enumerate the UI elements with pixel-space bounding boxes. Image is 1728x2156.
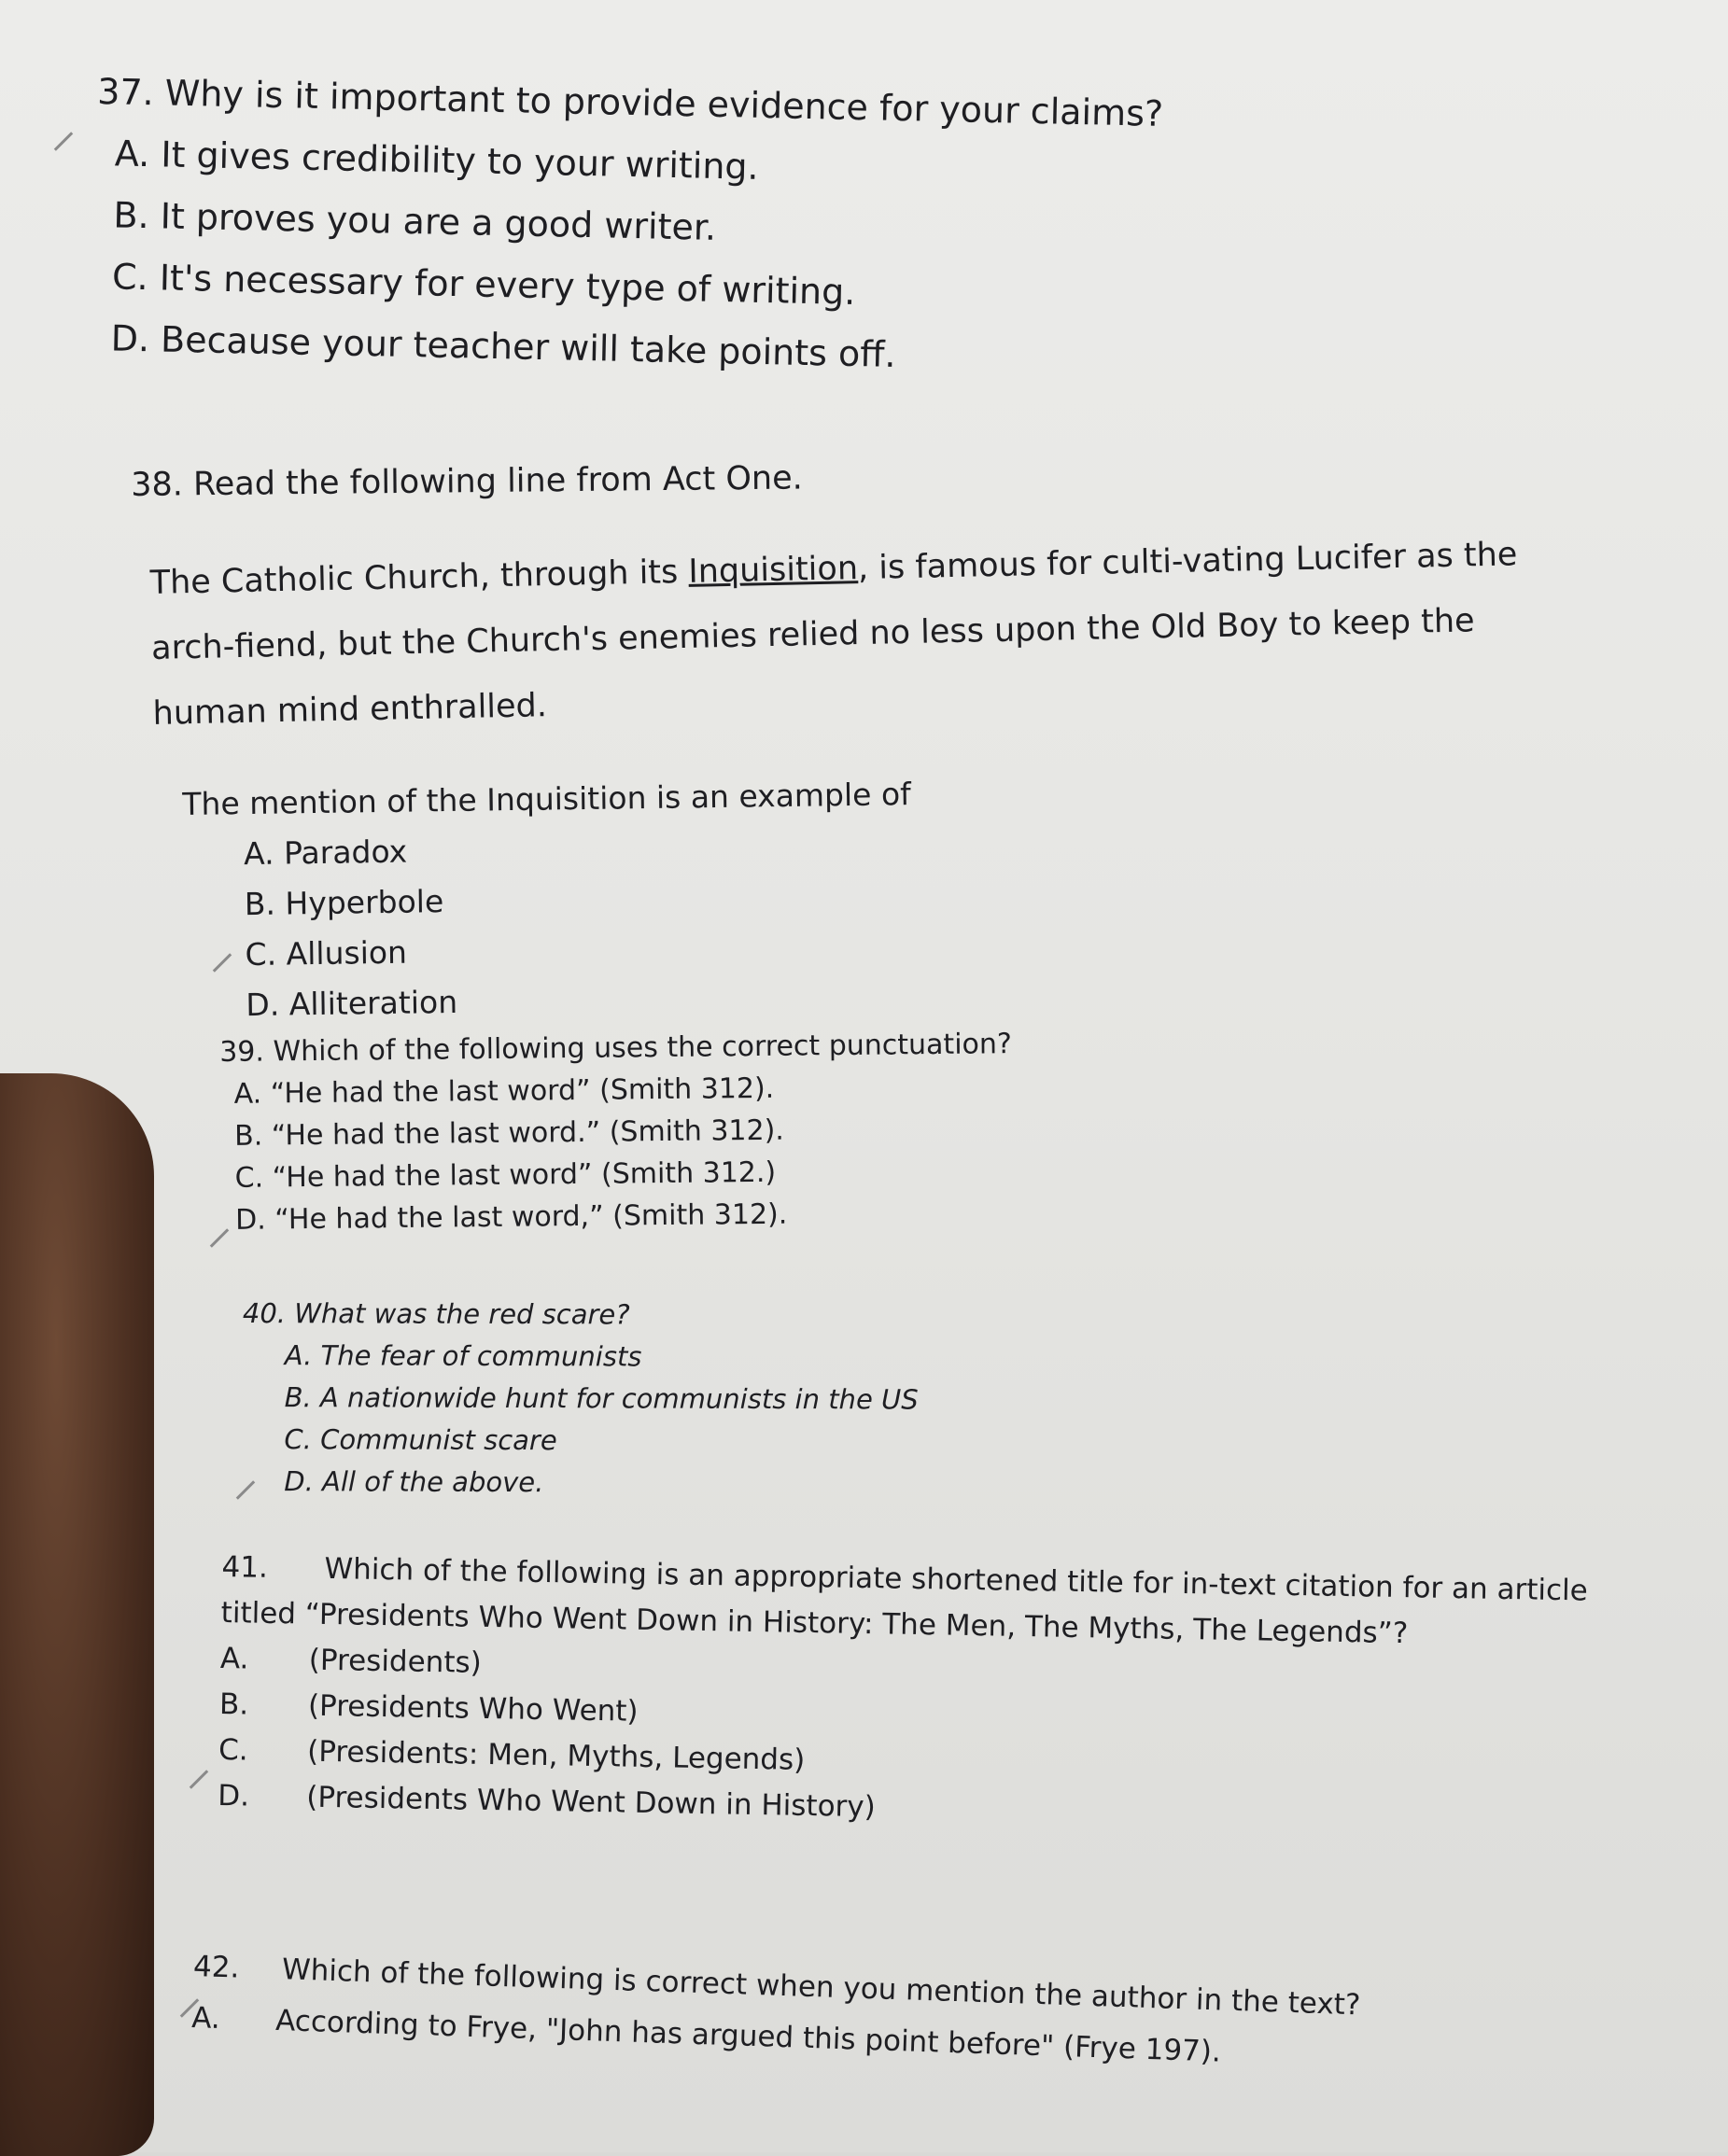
question-39-option-a[interactable]: A. “He had the last word” (Smith 312). (233, 1071, 775, 1111)
passage-text-start: The Catholic Church, through its (149, 553, 689, 602)
question-41-number: 41. (221, 1549, 269, 1585)
question-42-number: 42. (192, 1949, 240, 1985)
question-38-option-d[interactable]: D. Alliteration (246, 983, 458, 1024)
question-40-option-d[interactable]: D. All of the above. (284, 1465, 544, 1499)
question-39-text: 39. Which of the following uses the correct punctuation? (219, 1028, 1013, 1069)
question-39-option-c[interactable]: C. “He had the last word” (Smith 312.) (234, 1155, 777, 1195)
question-38-text: 38. Read the following line from Act One. (131, 459, 803, 504)
question-41-option-d[interactable]: D. (Presidents Who Went Down in History) (217, 1778, 877, 1825)
question-42-option-a[interactable]: A. According to Frye, "John has argued this point before" (Frye 197). (190, 2000, 1222, 2069)
question-38-passage (149, 522, 1525, 747)
question-40-option-b[interactable]: B. A nationwide hunt for communists in the US (284, 1381, 919, 1416)
passage-underlined-word: Inquisition (688, 550, 859, 591)
question-41-option-a[interactable]: A. (Presidents) (219, 1641, 483, 1680)
question-41-text: Which of the following is an appropriate shortened title for in-text citation for an article (324, 1551, 1589, 1608)
question-42-text: Which of the following is correct when you mention the author in the text? (281, 1953, 1361, 2023)
question-40-option-c[interactable]: C. Communist scare (284, 1423, 557, 1457)
question-37-text: 37. Why is it important to provide evidence for your claims? (96, 70, 1164, 134)
question-40 (242, 1293, 919, 1505)
question-41-option-b[interactable]: B. (Presidents Who Went) (218, 1687, 639, 1729)
question-41-text-line2: titled “Presidents Who Went Down in History: The Men, The Myths, The Legends”? (220, 1595, 1409, 1651)
question-37-option-b[interactable]: B. It proves you are a good writer. (113, 194, 717, 248)
question-37-option-d[interactable]: D. Because your teacher will take points off. (110, 317, 897, 375)
question-37-option-c[interactable]: C. It's necessary for every type of writing. (111, 256, 856, 314)
question-40-text: 40. What was the red scare? (242, 1297, 630, 1331)
question-39-option-b[interactable]: B. “He had the last word.” (Smith 312). (233, 1113, 785, 1153)
question-39 (219, 1023, 1014, 1241)
hand-thumb (0, 1073, 154, 2156)
question-38-option-c[interactable]: C. Allusion (245, 933, 408, 973)
question-38-prompt: The mention of the Inquisition is an example of (182, 776, 912, 822)
question-38-choices (182, 769, 914, 1031)
question-38-option-a[interactable]: A. Paradox (243, 833, 408, 873)
question-41-option-c[interactable]: C. (Presidents: Men, Myths, Legends) (218, 1732, 806, 1777)
question-37-option-a[interactable]: A. It gives credibility to your writing. (114, 133, 760, 188)
question-37 (91, 61, 1164, 391)
question-38-option-b[interactable]: B. Hyperbole (244, 883, 444, 923)
question-39-option-d[interactable]: D. “He had the last word,” (Smith 312). (234, 1197, 788, 1237)
question-40-option-a[interactable]: A. The fear of communists (284, 1339, 642, 1373)
question-41 (218, 1545, 1588, 1842)
passage-text-end: , is famous for culti-vating Lucifer as the arch-fiend, but the Church's enemies relied no less upon the Old Boy to keep the human mind enthralled. (150, 536, 1518, 733)
